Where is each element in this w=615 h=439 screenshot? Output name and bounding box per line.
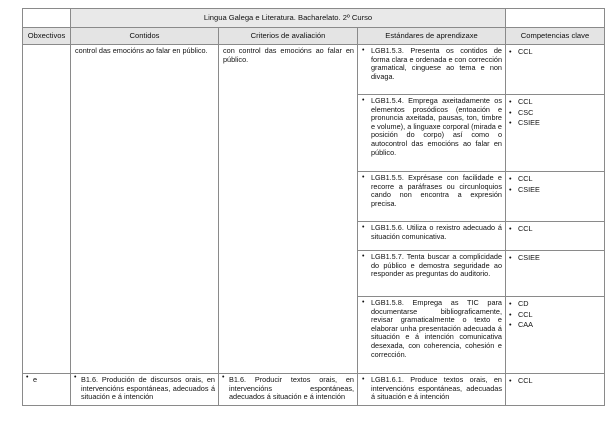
objective-cell <box>23 374 71 406</box>
competence-item: • CCL <box>509 47 602 58</box>
competence-cell <box>506 172 605 222</box>
standard-cell <box>358 297 506 374</box>
header-criterios: Criterios de avaliación <box>219 28 358 45</box>
competence-cell <box>506 95 605 172</box>
competence-item: • CD <box>509 299 602 310</box>
competence-cell <box>506 222 605 251</box>
standard-text: • LGB1.5.4. Emprega axeitadamente os elementos prosódicos (entoación e pronuncia axeitada, pausas, ton, timbre e volume), a linguaxe corporal (mirada e posición do corpo) así como o autocontrol das emocións ao falar en público. <box>358 95 505 159</box>
table-title: Lingua Galega e Literatura. Bacharelato. 2º Curso <box>71 9 506 28</box>
header-contidos: Contidos <box>71 28 219 45</box>
competence-item: • CCL <box>509 376 602 387</box>
contido-text: • B1.6. Produción de discursos orais, en intervencións espontáneas, adecuados á situación e á intención <box>71 374 218 404</box>
competence-cell <box>506 374 605 406</box>
header-obxectivos: Obxectivos <box>23 28 71 45</box>
objective-text: • e <box>23 374 70 387</box>
competence-cell <box>506 297 605 374</box>
competence-item: • CSIEE <box>509 185 602 196</box>
competence-cell <box>506 45 605 95</box>
contido-cell <box>71 374 219 406</box>
standard-cell <box>358 172 506 222</box>
competence-item: • CAA <box>509 320 602 331</box>
competence-item: • CSC <box>509 108 602 119</box>
standard-text: • LGB1.5.7. Tenta buscar a complicidade do público e demostra seguridade ao responder as preguntas do auditorio. <box>358 251 505 281</box>
contido-cell <box>71 45 219 374</box>
criterio-text: con control das emocións ao falar en público. <box>223 46 354 64</box>
criterio-text: • B1.6. Producir textos orais, en intervencións espontáneas, adecuados á situación e á intención <box>219 374 357 404</box>
standard-cell <box>358 222 506 251</box>
contido-text: control das emocións ao falar en público. <box>75 46 208 55</box>
header-estandares: Estándares de aprendizaxe <box>358 28 506 45</box>
criterio-cell <box>219 374 358 406</box>
standard-text: • LGB1.5.6. Utiliza o rexistro adecuado á situación comunicativa. <box>358 222 505 243</box>
competence-item: • CSIEE <box>509 118 602 129</box>
empty-corner-cell <box>506 9 605 28</box>
standard-cell <box>358 95 506 172</box>
competence-item: • CCL <box>509 310 602 321</box>
standard-text: • LGB1.6.1. Produce textos orais, en intervencións espontáneas, adecuadas á situación e á intención <box>358 374 505 404</box>
standard-text: • LGB1.5.5. Exprésase con facilidade e recorre a paráfrases ou circunloquios cando non encontra a expresión precisa. <box>358 172 505 210</box>
standard-text: • LGB1.5.3. Presenta os contidos de forma clara e ordenada e con corrección gramatical, cinguese ao tema e non divaga. <box>358 45 505 83</box>
header-competencias: Competencias clave <box>506 28 605 45</box>
standard-text: • LGB1.5.8. Emprega as TIC para documentarse bibliograficamente, revisar gramaticalmente o texto e elaborar unha presentación adecuada á situación e á intención comunicativa desexada, con coherencia, cohesión e corrección. <box>358 297 505 361</box>
standard-cell <box>358 374 506 406</box>
competence-item: • CCL <box>509 97 602 108</box>
competence-cell <box>506 251 605 297</box>
objective-cell <box>23 45 71 374</box>
standard-cell <box>358 45 506 95</box>
criterio-cell <box>219 45 358 374</box>
competence-item: • CCL <box>509 224 602 235</box>
curriculum-table <box>22 8 605 406</box>
empty-corner-cell <box>23 9 71 28</box>
competence-item: • CCL <box>509 174 602 185</box>
standard-cell <box>358 251 506 297</box>
competence-item: • CSIEE <box>509 253 602 264</box>
